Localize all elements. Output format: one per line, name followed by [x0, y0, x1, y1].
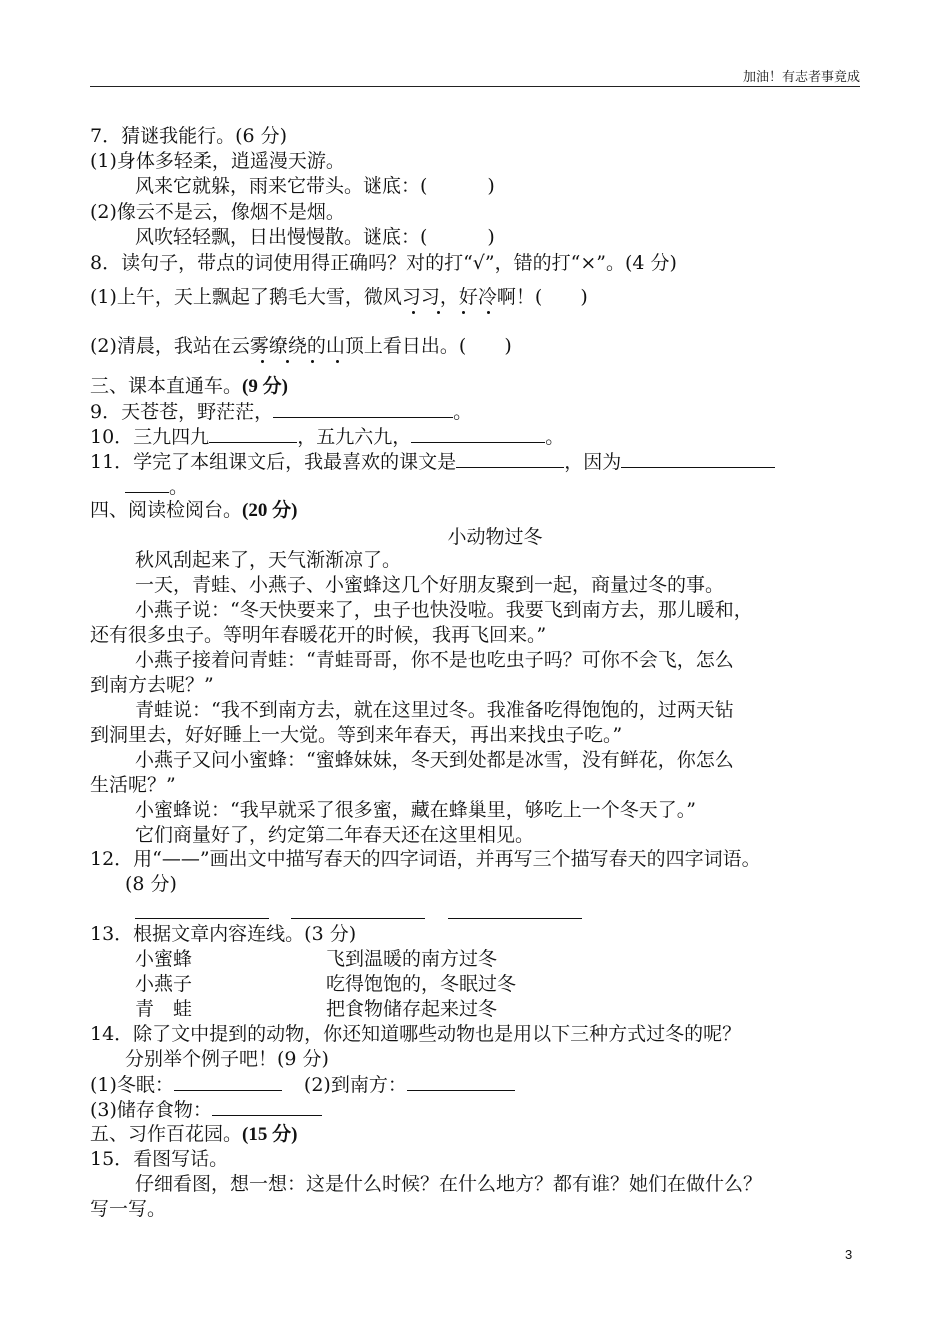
story-para-5a: 青蛙说：“我不到南方去，就在这里过冬。我准备吃得饱饱的，过两天钻	[135, 699, 734, 721]
emphasis-dot	[412, 311, 415, 314]
page-number: 3	[845, 1247, 853, 1262]
q14-store-food: (3)储存食物：	[90, 1097, 322, 1122]
q12-stem: 12．用“——”画出文中描写春天的四字词语，并再写三个描写春天的四字词语。	[90, 848, 761, 870]
emphasis-dot	[261, 360, 264, 363]
q13-right-1[interactable]: 飞到温暖的南方过冬	[326, 948, 498, 970]
q8-sentence1: (1)上午，天上飘起了鹅毛大雪，微风习习，好冷啊！( )	[90, 286, 588, 308]
page-header	[90, 64, 860, 87]
story-para-1: 秋风刮起来了，天气渐渐凉了。	[135, 549, 402, 571]
q14-blank-store[interactable]	[212, 1097, 322, 1116]
story-para-4a: 小燕子接着问青蛙：“青蛙哥哥，你不是也吃虫子吗？可你不会飞，怎么	[135, 649, 734, 671]
q15-stem: 15．看图写话。	[90, 1148, 229, 1170]
header-motto: 加油！有志者事竟成	[742, 70, 860, 85]
q13-right-3[interactable]: 把食物储存起来过冬	[326, 998, 498, 1020]
q15-instruction: 仔细看图，想一想：这是什么时候？在什么地方？都有谁？她们在做什么？	[135, 1173, 763, 1195]
emphasis-dot	[487, 311, 490, 314]
story-para-5b: 到洞里去，好好睡上一大觉。等到来年春天，再出来找虫子吃。”	[90, 724, 623, 746]
emphasis-dot	[462, 311, 465, 314]
q14-blank-south[interactable]	[407, 1072, 515, 1091]
q10: 10．三九四九 ，五九六九， 。	[90, 426, 565, 448]
q7-riddle1-line2: 风来它就躲，雨来它带头。谜底：( )	[135, 175, 495, 197]
q13-left-2[interactable]: 小燕子	[135, 973, 193, 995]
q12-blank-3[interactable]	[448, 900, 582, 919]
q13-left-1[interactable]: 小蜜蜂	[135, 948, 193, 970]
q14-hibernate: (1)冬眠： (2)到南方：	[90, 1072, 515, 1097]
q9: 9．天苍苍，野茫茫， 。	[90, 401, 473, 423]
q8-stem: 8．读句子，带点的词使用得正确吗？对的打“√”，错的打“×”。(4 分)	[90, 252, 677, 274]
q9-blank[interactable]	[273, 399, 453, 418]
emphasis-dot	[336, 360, 339, 363]
emphasis-dot	[311, 360, 314, 363]
section-5-heading: 五、习作百花园。(15 分)	[90, 1123, 298, 1145]
section-3-heading: 三、课本直通车。(9 分)	[90, 375, 288, 397]
q12-blank-2[interactable]	[291, 900, 425, 919]
q14-stem: 14．除了文中提到的动物，你还知道哪些动物也是用以下三种方式过冬的呢？	[90, 1023, 742, 1045]
story-title: 小动物过冬	[447, 526, 543, 548]
q10-blank-1[interactable]	[209, 424, 297, 443]
q12-score: (8 分)	[125, 873, 177, 895]
q7-riddle1-line1: (1)身体多轻柔，逍遥漫天游。	[90, 150, 345, 172]
story-para-6a: 小燕子又问小蜜蜂：“蜜蜂妹妹，冬天到处都是冰雪，没有鲜花，你怎么	[135, 749, 734, 771]
q7-riddle2-line2: 风吹轻轻飘，日出慢慢散。谜底：( )	[135, 226, 495, 248]
story-para-2: 一天，青蛙、小燕子、小蜜蜂这几个好朋友聚到一起，商量过冬的事。	[135, 574, 725, 596]
section-4-heading: 四、阅读检阅台。(20 分)	[90, 499, 298, 521]
q14-blank-hibernate[interactable]	[174, 1072, 282, 1091]
q11-blank-1[interactable]	[456, 449, 564, 468]
q8-sentence2: (2)清晨，我站在云雾缭绕的山顶上看日出。( )	[90, 335, 512, 357]
q12-blank-1[interactable]	[135, 900, 269, 919]
story-para-3b: 还有很多虫子。等明年春暖花开的时候，我再飞回来。”	[90, 624, 547, 646]
q14-stem-cont: 分别举个例子吧！(9 分)	[125, 1048, 329, 1070]
q7-riddle2-line1: (2)像云不是云，像烟不是烟。	[90, 201, 345, 223]
q11-cont: 。	[125, 474, 188, 499]
q13-stem: 13．根据文章内容连线。(3 分)	[90, 923, 357, 945]
emphasis-dot	[286, 360, 289, 363]
q10-blank-2[interactable]	[411, 424, 545, 443]
q15-instruction-cont: 写一写。	[90, 1198, 167, 1220]
story-para-3a: 小燕子说：“冬天快要来了，虫子也快没啦。我要飞到南方去，那儿暖和，	[135, 599, 753, 621]
emphasis-dot	[437, 311, 440, 314]
q11-blank-3[interactable]	[125, 474, 169, 493]
story-para-6b: 生活呢？”	[90, 774, 176, 796]
story-para-7: 小蜜蜂说：“我早就采了很多蜜，藏在蜂巢里，够吃上一个冬天了。”	[135, 799, 696, 821]
q7-stem: 7．猜谜我能行。(6 分)	[90, 125, 288, 147]
q11-blank-2[interactable]	[621, 449, 775, 468]
story-para-8: 它们商量好了，约定第二年春天还在这里相见。	[135, 824, 535, 846]
q11: 11．学完了本组课文后，我最喜欢的课文是 ，因为	[90, 449, 775, 474]
q13-left-3[interactable]: 青 蛙	[135, 998, 193, 1020]
q13-right-2[interactable]: 吃得饱饱的，冬眠过冬	[326, 973, 517, 995]
story-para-4b: 到南方去呢？”	[90, 674, 214, 696]
